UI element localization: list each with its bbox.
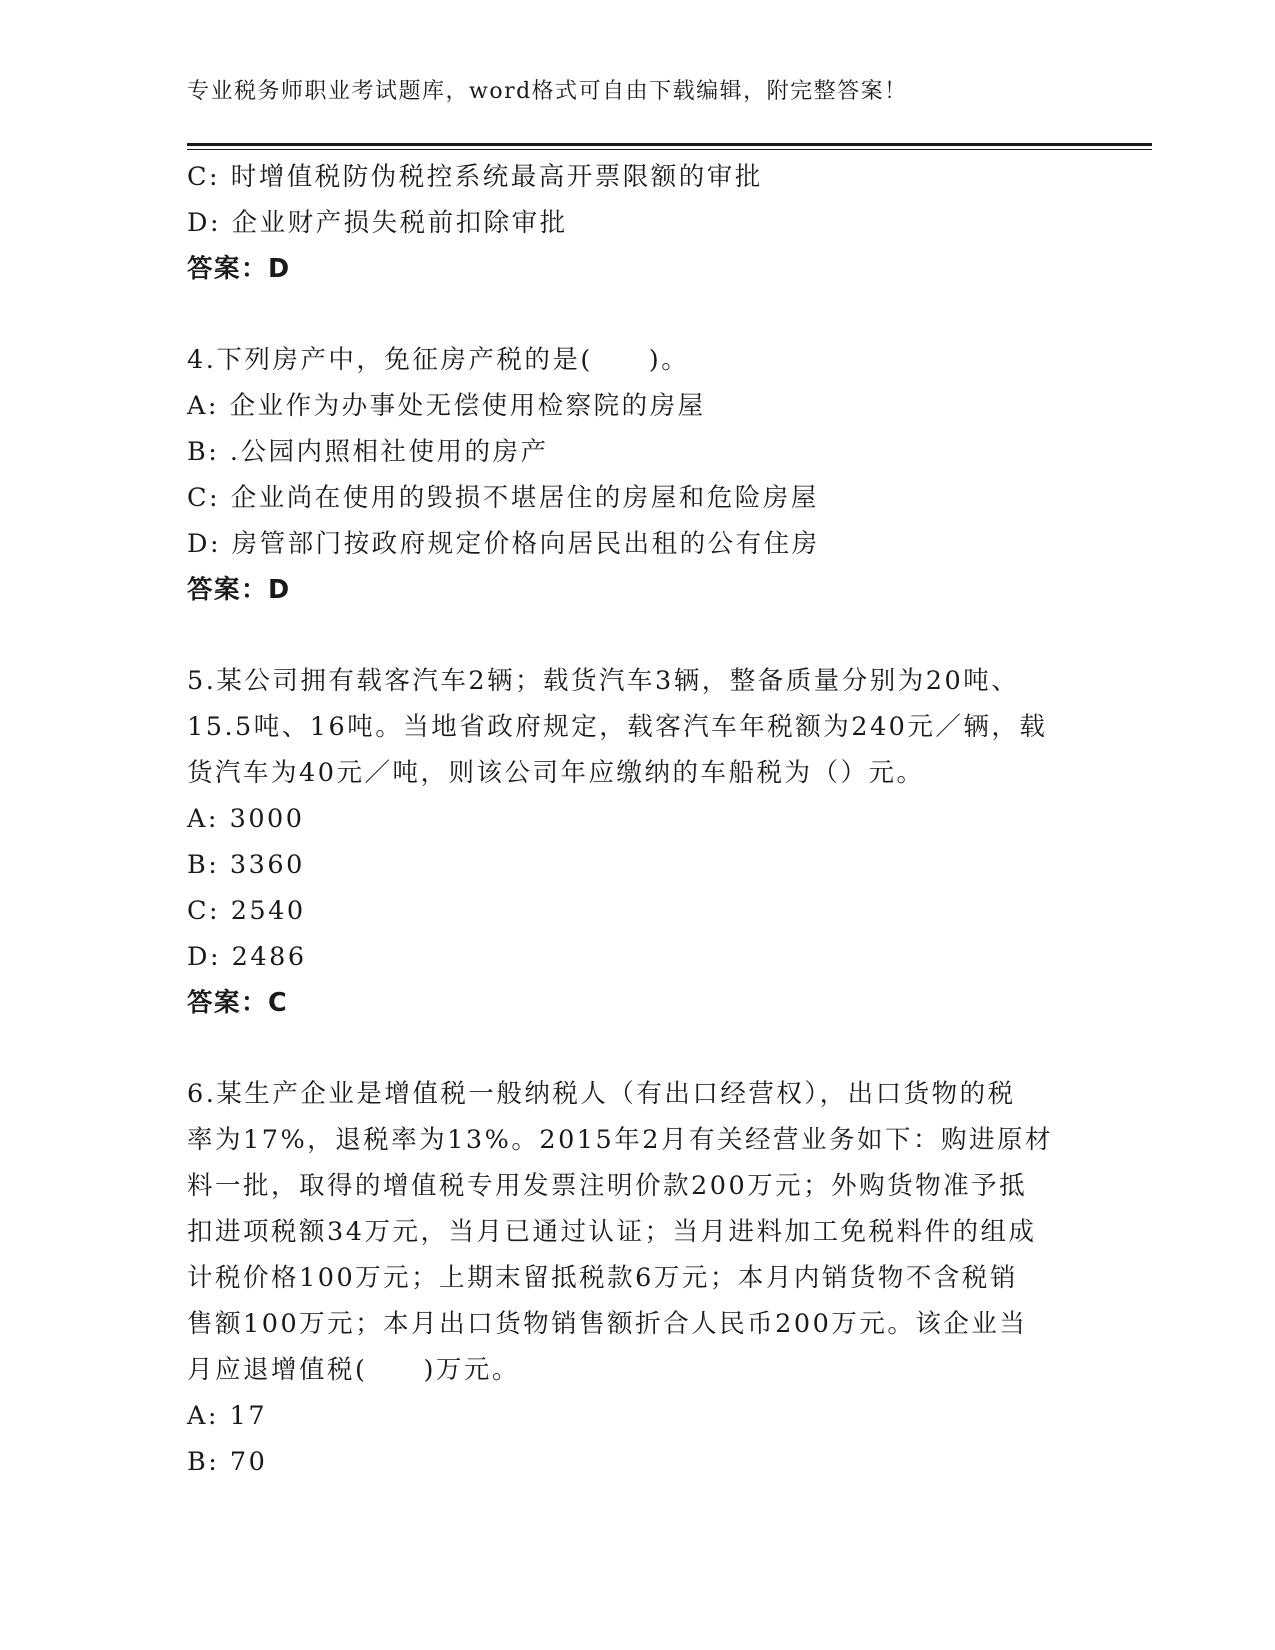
option-c: C: 时增值税防伪税控系统最高开票限额的审批 [187,162,763,192]
option-d: D: 房管部门按政府规定价格向居民出租的公有住房 [187,529,820,559]
question-stem: 计税价格100万元；上期末留抵税款6万元；本月内销货物不含税销 [187,1263,1018,1293]
option-b: B: 3360 [187,850,305,880]
option-c: C: 2540 [187,896,306,926]
question-stem: 货汽车为40元／吨，则该公司年应缴纳的车船税为（）元。 [187,758,925,788]
question-stem: 率为17%，退税率为13%。2015年2月有关经营业务如下：购进原材 [187,1125,1053,1155]
answer: 答案：D [187,254,291,284]
question-stem: 料一批，取得的增值税专用发票注明价款200万元；外购货物准予抵 [187,1171,1028,1201]
page-header: 专业税务师职业考试题库，word格式可自由下载编辑，附完整答案！ [187,79,908,104]
question-stem: 15.5吨、16吨。当地省政府规定，载客汽车年税额为240元／辆，载 [187,712,1048,742]
option-a: A: 3000 [187,804,305,834]
question-4 [187,337,1087,613]
answer: 答案：C [187,988,289,1018]
option-d: D: 2486 [187,942,307,972]
question-stem: 6.某生产企业是增值税一般纳税人（有出口经营权），出口货物的税 [187,1079,1016,1109]
option-b: B: 70 [187,1447,268,1477]
question-stem: 扣进项税额34万元，当月已通过认证；当月进料加工免税料件的组成 [187,1217,1037,1247]
option-a: A: 17 [187,1401,268,1431]
question-stem: 售额100万元；本月出口货物销售额折合人民币200万元。该企业当 [187,1309,1028,1339]
option-a: A: 企业作为办事处无偿使用检察院的房屋 [187,391,706,421]
option-c: C: 企业尚在使用的毁损不堪居住的房屋和危险房屋 [187,483,819,513]
option-b: B: .公园内照相社使用的房产 [187,437,549,467]
question-6 [187,1071,1087,1485]
question-stem: 4.下列房产中，免征房产税的是( )。 [187,345,690,375]
header-rule-thick [187,143,1152,146]
answer: 答案：D [187,575,291,605]
question-stem: 月应退增值税( )万元。 [187,1355,520,1385]
header-rule-thin [187,149,1152,150]
question-stem: 5.某公司拥有载客汽车2辆；载货汽车3辆，整备质量分别为20吨、 [187,666,1020,696]
question-5 [187,658,1087,1026]
option-d: D: 企业财产损失税前扣除审批 [187,208,568,238]
document-body [187,154,1087,1485]
